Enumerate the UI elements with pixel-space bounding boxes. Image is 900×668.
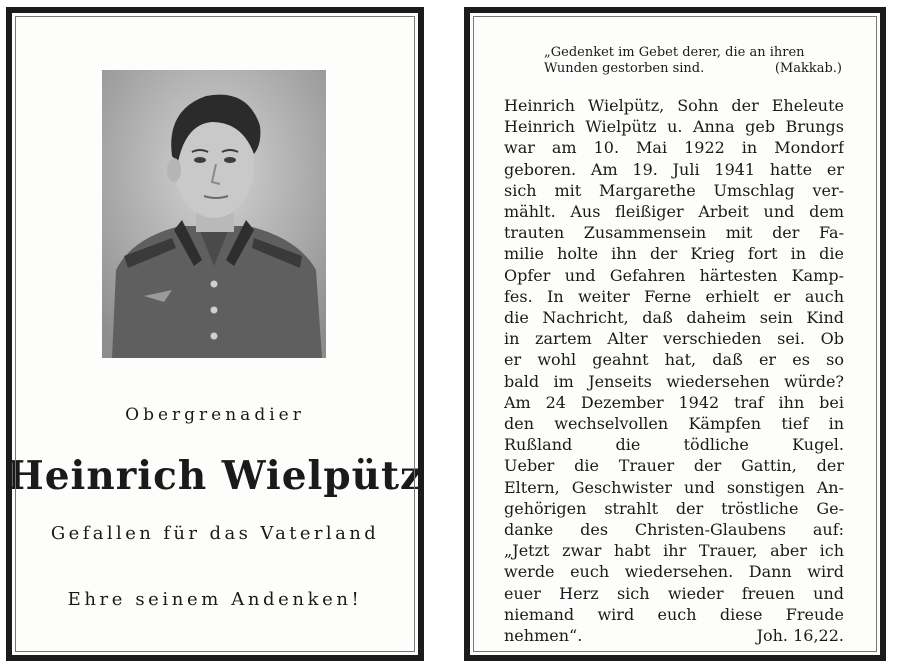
text-line: gehörigen strahlt der tröstliche Ge- <box>504 498 844 518</box>
military-rank: Obergrenadier <box>125 405 305 425</box>
text-line: Ueber die Trauer der Gattin, der <box>504 456 844 476</box>
text-line: trauten Zusammensein mit der Fa- <box>504 223 844 243</box>
memorial-card-front <box>6 7 424 661</box>
text-line: danke des Christen-Glaubens auf: <box>504 520 844 540</box>
text-line: mählt. Aus fleißiger Arbeit und dem <box>504 202 844 222</box>
text-line: Am 24 Dezember 1942 traf ihn bei <box>504 392 844 412</box>
text-line: in zartem Alter verschieden sei. Ob <box>504 329 844 349</box>
text-line: den wechselvollen Kämpfen tief in <box>504 414 844 434</box>
honor-inscription: Ehre seinem Andenken! <box>67 589 363 610</box>
epigraph-quote <box>544 45 842 77</box>
text-line: Opfer und Gefahren härtesten Kamp- <box>504 265 844 285</box>
text-line: Rußland die tödliche Kugel. <box>504 435 844 455</box>
text-line: milie holte ihn der Krieg fort in die <box>504 244 844 264</box>
quote-source: (Makkab.) <box>774 61 842 76</box>
text-line: er wohl geahnt hat, daß er es so <box>504 350 844 370</box>
text-line: „Jetzt zwar habt ihr Trauer, aber ich <box>504 541 844 561</box>
fallen-dedication: Gefallen für das Vaterland <box>50 523 380 544</box>
deceased-name: Heinrich Wielpütz <box>6 453 424 499</box>
portrait-photo <box>102 70 326 358</box>
text-line: werde euch wiedersehen. Dann wird <box>504 562 844 582</box>
quote-line-2: Wunden gestorben sind. <box>544 61 705 76</box>
text-line: die Nachricht, daß daheim sein Kind <box>504 308 844 328</box>
text-line: Heinrich Wielpütz u. Anna geb Brungs <box>504 117 844 137</box>
biography-text <box>504 95 844 646</box>
text-line: euer Herz sich wieder freuen und <box>504 583 844 603</box>
text-line: sich mit Margarethe Umschlag ver- <box>504 180 844 200</box>
text-line: geboren. Am 19. Juli 1941 hatte er <box>504 159 844 179</box>
text-line: war am 10. Mai 1922 in Mondorf <box>504 138 844 158</box>
closing-line <box>504 625 844 646</box>
text-line: fes. In weiter Ferne erhielt er auch <box>504 286 844 306</box>
bible-verse-reference: Joh. 16,22. <box>756 626 844 646</box>
quote-line-1: „Gedenket im Gebet derer, die an ihren <box>544 45 805 60</box>
text-line: niemand wird euch diese Freude <box>504 604 844 624</box>
soldier-portrait-image <box>102 70 326 358</box>
text-line: Eltern, Geschwister und sonstigen An- <box>504 477 844 497</box>
text-line: Heinrich Wielpütz, Sohn der Eheleute <box>504 96 844 115</box>
closing-text: nehmen“. <box>504 626 583 646</box>
memorial-card-back <box>464 7 886 661</box>
text-line: bald im Jenseits wiedersehen würde? <box>504 371 844 391</box>
